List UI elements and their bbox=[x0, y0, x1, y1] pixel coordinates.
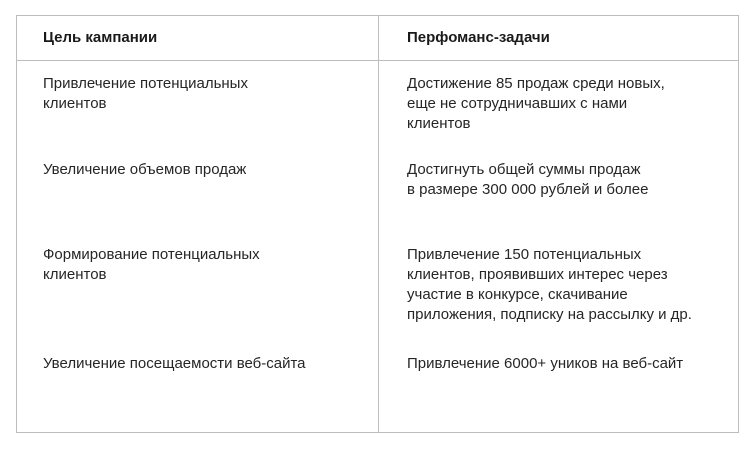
row-1-task: Достижение 85 продаж среди новых, еще не сотрудничавших с нами клиентов bbox=[407, 75, 665, 132]
row-3-task: Привлечение 150 потенциальных клиентов, проявивших интерес через участие в конкурсе, скачивание приложения, подписку на рассылку и др. bbox=[407, 246, 692, 323]
row-2-goal: Увеличение объемов продаж bbox=[43, 161, 247, 178]
row-4-goal: Увеличение посещаемости веб-сайта bbox=[43, 355, 306, 372]
header-campaign-goal: Цель кампании bbox=[43, 29, 158, 46]
row-4-task: Привлечение 6000+ уников на веб-сайт bbox=[407, 355, 684, 372]
row-1-goal: Привлечение потенциальных клиентов bbox=[43, 75, 248, 112]
header-performance-tasks: Перфоманс-задачи bbox=[407, 29, 550, 46]
row-2-task: Достигнуть общей суммы продаж в размере 300 000 рублей и более bbox=[407, 161, 649, 198]
column-divider bbox=[378, 16, 379, 432]
row-3-goal: Формирование потенциальных клиентов bbox=[43, 246, 260, 283]
header-divider bbox=[17, 60, 738, 61]
campaign-goals-table bbox=[16, 15, 739, 433]
